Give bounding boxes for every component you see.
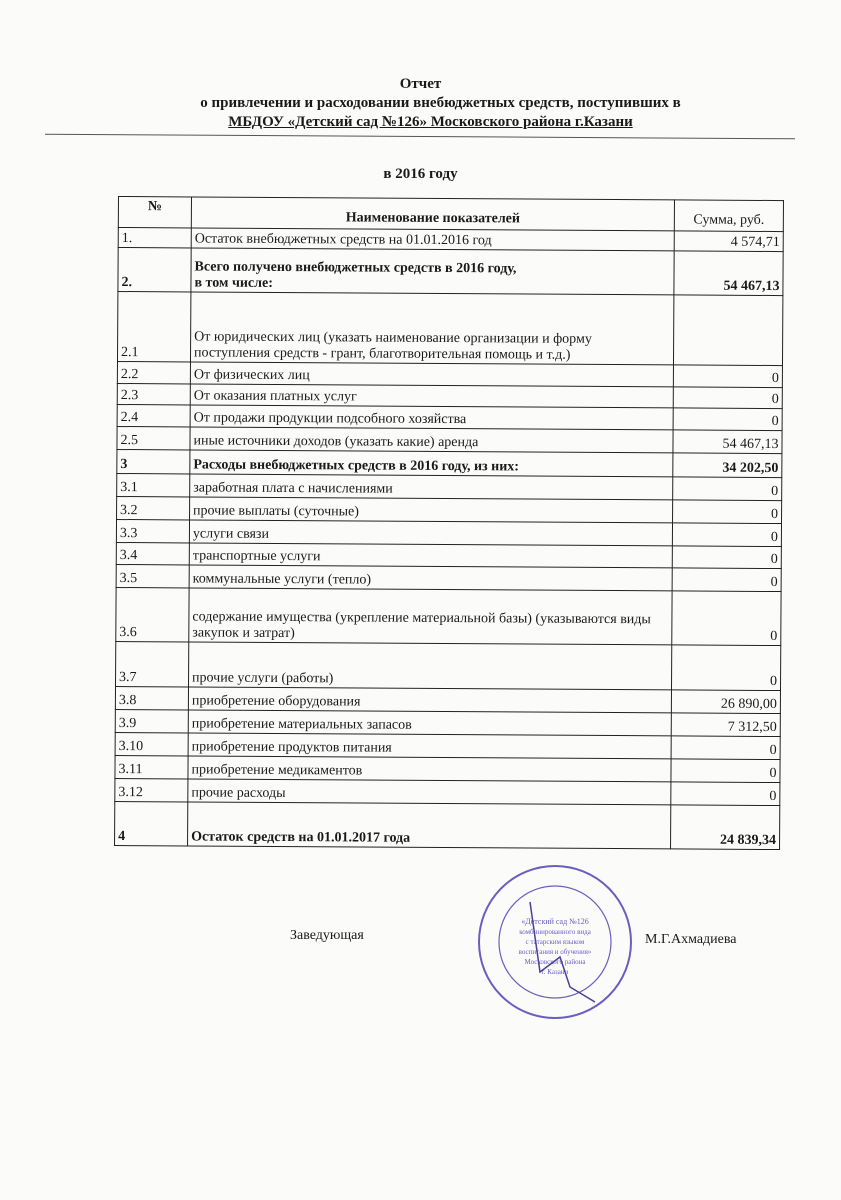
signatory-role: Заведующая xyxy=(290,928,364,943)
svg-text:Московского района: Московского района xyxy=(524,958,586,966)
svg-text:комбинированного вида: комбинированного вида xyxy=(519,928,591,936)
row-name: прочие выплаты (суточные) xyxy=(190,497,673,523)
row-name: заработная плата с начислениями xyxy=(190,474,673,500)
row-sum xyxy=(673,295,782,366)
col-sum-header: Сумма, руб. xyxy=(674,200,783,232)
official-stamp xyxy=(475,862,635,1022)
row-name: От продажи продукции подсобного хозяйства xyxy=(190,405,673,430)
row-sum: 0 xyxy=(673,477,782,501)
row-number: 3.7 xyxy=(116,641,189,686)
row-number: 2.5 xyxy=(117,426,190,449)
row-name: прочие услуги (работы) xyxy=(189,642,672,690)
table-row xyxy=(116,519,781,546)
row-number: 3 xyxy=(117,449,190,473)
table-row xyxy=(118,248,783,296)
svg-text:с татарским языком: с татарским языком xyxy=(525,938,585,946)
table-row xyxy=(116,587,781,645)
row-sum: 0 xyxy=(671,736,780,760)
table-row xyxy=(117,449,782,477)
table-row xyxy=(116,641,781,690)
table-header xyxy=(118,197,783,232)
row-number: 2.1 xyxy=(117,292,190,362)
row-number: 3.9 xyxy=(115,709,188,732)
row-number: 3.12 xyxy=(115,778,188,801)
row-sum: 26 890,00 xyxy=(671,690,780,714)
signatory-name: М.Г.Ахмадиева xyxy=(645,932,737,947)
row-sum: 0 xyxy=(672,568,781,592)
row-sum: 0 xyxy=(672,591,781,646)
table-row xyxy=(115,801,780,849)
table-row xyxy=(117,473,782,500)
row-number: 3.8 xyxy=(115,686,188,709)
row-sum: 7 312,50 xyxy=(671,713,780,737)
row-number: 3.5 xyxy=(116,564,189,587)
row-sum: 0 xyxy=(673,408,782,431)
row-name: приобретение оборудования xyxy=(188,687,671,713)
table-row xyxy=(115,755,780,782)
report-subtitle: о привлечении и расходовании внебюджетных средств, поступивших в xyxy=(200,95,681,111)
row-number: 1. xyxy=(118,228,191,248)
row-sum: 0 xyxy=(672,546,781,569)
col-name-header: Наименование показателей xyxy=(191,197,674,231)
row-number: 2.3 xyxy=(117,383,190,404)
row-number: 2.2 xyxy=(117,361,190,383)
row-number: 4 xyxy=(115,801,188,845)
report-table xyxy=(114,196,784,850)
row-number: 3.1 xyxy=(117,473,190,496)
row-name: содержание имущества (укрепление материальной базы) (указываются виды закупок и затрат) xyxy=(189,588,672,645)
row-number: 2. xyxy=(118,248,191,292)
row-name: Остаток внебюджетных средств на 01.01.2016 год xyxy=(191,228,674,251)
row-number: 3.2 xyxy=(117,496,190,519)
table-row xyxy=(115,732,780,759)
row-sum: 54 467,13 xyxy=(674,251,783,296)
row-name: Остаток средств на 01.01.2017 года xyxy=(188,802,671,849)
row-sum: 54 467,13 xyxy=(673,430,782,454)
row-name: иные источники доходов (указать какие) аренда xyxy=(190,427,673,453)
table-row xyxy=(117,496,782,523)
row-name: коммунальные услуги (тепло) xyxy=(189,565,672,591)
row-sum: 0 xyxy=(673,387,782,409)
table-row xyxy=(115,778,780,805)
row-number: 3.6 xyxy=(116,587,189,641)
row-name: приобретение продуктов питания xyxy=(188,733,671,759)
row-name: услуги связи xyxy=(189,520,672,546)
svg-text:г. Казани: г. Казани xyxy=(541,968,569,976)
row-sum: 0 xyxy=(671,759,780,783)
row-sum: 0 xyxy=(673,500,782,524)
svg-text:«Детский сад №126: «Детский сад №126 xyxy=(521,917,589,926)
table-row xyxy=(115,686,780,713)
row-sum: 0 xyxy=(671,645,780,691)
row-sum: 0 xyxy=(671,782,780,806)
row-name: прочие расходы xyxy=(188,779,671,805)
row-number: 2.4 xyxy=(117,404,190,426)
divider xyxy=(45,134,795,140)
report-period: в 2016 году xyxy=(383,166,458,182)
row-name: Расходы внебюджетных средств в 2016 году, из них: xyxy=(190,450,673,477)
row-name: От юридических лиц (указать наименование организации и форму поступления средств - грант, благотворительная помощь и т.д.) xyxy=(190,292,673,365)
table-row xyxy=(117,292,782,366)
row-name: От физических лиц xyxy=(190,362,673,387)
row-name: приобретение медикаментов xyxy=(188,756,671,782)
row-sum: 0 xyxy=(673,365,782,388)
svg-text:воспитания и обучения»: воспитания и обучения» xyxy=(518,948,592,956)
row-sum: 4 574,71 xyxy=(674,231,783,252)
row-sum: 34 202,50 xyxy=(673,453,782,478)
row-name: От оказания платных услуг xyxy=(190,384,673,408)
row-number: 3.3 xyxy=(116,519,189,542)
report-title: Отчет xyxy=(399,76,442,92)
row-name: Всего получено внебюджетных средств в 2016 году, в том числе: xyxy=(191,248,674,295)
row-number: 3.10 xyxy=(115,732,188,755)
row-name: приобретение материальных запасов xyxy=(188,710,671,736)
table-row xyxy=(116,564,781,591)
row-number: 3.4 xyxy=(116,542,189,564)
table-row xyxy=(115,709,780,736)
organization-name: МБДОУ «Детский сад №126» Московского района г.Казани xyxy=(228,114,633,130)
table-row xyxy=(117,426,782,453)
row-sum: 24 839,34 xyxy=(671,805,780,850)
row-number: 3.11 xyxy=(115,755,188,778)
col-num-header: № xyxy=(118,197,191,228)
row-name: транспортные услуги xyxy=(189,543,672,568)
row-sum: 0 xyxy=(672,523,781,547)
